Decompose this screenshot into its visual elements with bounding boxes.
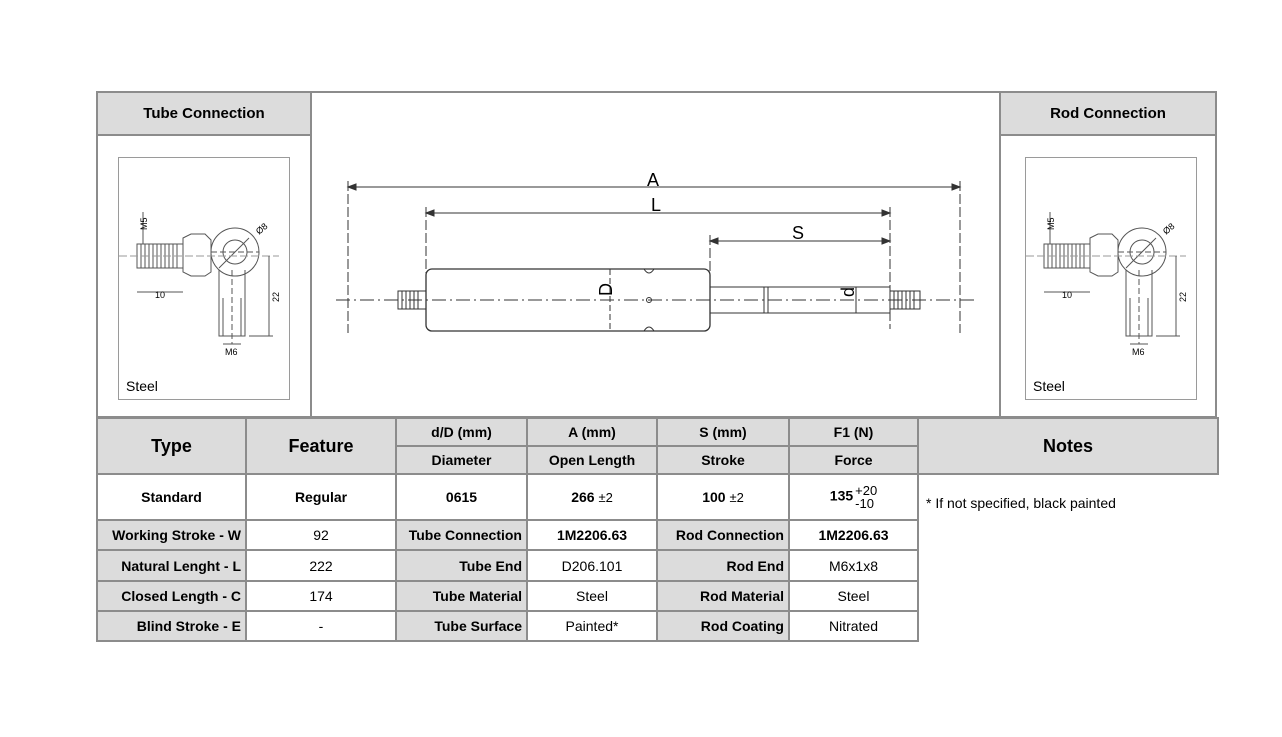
label-d: d: [838, 286, 858, 297]
rod-connection-drawing: [1025, 157, 1197, 400]
gas-spring-drawing-panel: [310, 91, 1002, 418]
force-tol-minus: -10: [855, 496, 874, 511]
label-S: S: [792, 223, 805, 243]
subheader-force: Force: [789, 446, 918, 474]
value-working-stroke: 92: [246, 520, 396, 550]
rod-thread-label: M5: [1046, 217, 1056, 230]
rod-bottom-thread-label: M6: [1132, 347, 1145, 357]
value-natural-length: 222: [246, 550, 396, 581]
label-tube-surface: Tube Surface: [396, 611, 527, 641]
header-open-length: A (mm): [527, 418, 657, 446]
value-closed-length: 174: [246, 581, 396, 611]
height-label: 22: [271, 291, 281, 302]
label-D: D: [596, 283, 616, 296]
notes-text: * If not specified, black painted: [926, 495, 1116, 511]
ball-diameter-label: Ø8: [253, 221, 270, 237]
stroke-tolerance: ±2: [729, 490, 744, 505]
label-rod-coating: Rod Coating: [657, 611, 789, 641]
subheader-diameter: Diameter: [396, 446, 527, 474]
hex-nut: [183, 234, 211, 276]
subheader-open-length: Open Length: [527, 446, 657, 474]
value-tube-connection: 1M2206.63: [527, 520, 657, 550]
value-force: 135: [829, 487, 854, 504]
value-open-length-cell: [527, 474, 657, 520]
open-length-tolerance: ±2: [598, 490, 613, 505]
rod-material-label: Steel: [1033, 378, 1065, 394]
value-diameter: 0615: [396, 474, 527, 520]
bottom-thread-label: M6: [225, 347, 238, 357]
value-feature: Regular: [246, 474, 396, 520]
tube-connection-header: [96, 91, 312, 136]
value-rod-end: M6x1x8: [789, 550, 918, 581]
label-closed-length: Closed Length - C: [97, 581, 246, 611]
label-tube-end: Tube End: [396, 550, 527, 581]
tube-material-label: Steel: [126, 378, 158, 394]
value-open-length: 266: [571, 489, 595, 505]
label-L: L: [651, 195, 662, 215]
value-type: Standard: [97, 474, 246, 520]
value-rod-coating: Nitrated: [789, 611, 918, 641]
value-rod-material: Steel: [789, 581, 918, 611]
value-force-cell: [789, 474, 918, 520]
rod-length-label: 10: [1062, 290, 1073, 300]
label-working-stroke: Working Stroke - W: [97, 520, 246, 550]
spec-table: [96, 417, 1219, 642]
header-diameter: d/D (mm): [396, 418, 527, 446]
label-rod-connection: Rod Connection: [657, 520, 789, 550]
value-tube-material: Steel: [527, 581, 657, 611]
thread-label: M5: [139, 217, 149, 230]
label-A: A: [647, 170, 660, 190]
length-label: 10: [155, 290, 166, 300]
header-type: Type: [97, 418, 246, 474]
tube-connection-title: Tube Connection: [143, 105, 265, 122]
header-force: F1 (N): [789, 418, 918, 446]
rod-connection-title: Rod Connection: [1050, 105, 1166, 122]
gas-spring-drawing: [312, 93, 1000, 416]
rod-ball-diameter-label: Ø8: [1160, 221, 1177, 237]
value-stroke: 100: [702, 489, 726, 505]
label-blind-stroke: Blind Stroke - E: [97, 611, 246, 641]
force-tol-plus: +20: [855, 483, 878, 498]
label-tube-material: Tube Material: [396, 581, 527, 611]
label-rod-material: Rod Material: [657, 581, 789, 611]
header-feature: Feature: [246, 418, 396, 474]
value-tube-surface: Painted*: [527, 611, 657, 641]
header-notes: Notes: [918, 418, 1218, 474]
label-rod-end: Rod End: [657, 550, 789, 581]
value-stroke-cell: [657, 474, 789, 520]
header-stroke: S (mm): [657, 418, 789, 446]
ball-joint-drawing: [119, 158, 289, 358]
force-tolerance: [855, 484, 877, 510]
tube-connection-drawing: [118, 157, 290, 400]
label-tube-connection: Tube Connection: [396, 520, 527, 550]
label-natural-length: Natural Lenght - L: [97, 550, 246, 581]
value-rod-connection: 1M2206.63: [789, 520, 918, 550]
subheader-stroke: Stroke: [657, 446, 789, 474]
value-tube-end: D206.101: [527, 550, 657, 581]
rod-ball-joint-drawing: [1026, 158, 1196, 358]
rod-height-label: 22: [1178, 291, 1188, 302]
rod-connection-header: [999, 91, 1217, 136]
value-blind-stroke: -: [246, 611, 396, 641]
